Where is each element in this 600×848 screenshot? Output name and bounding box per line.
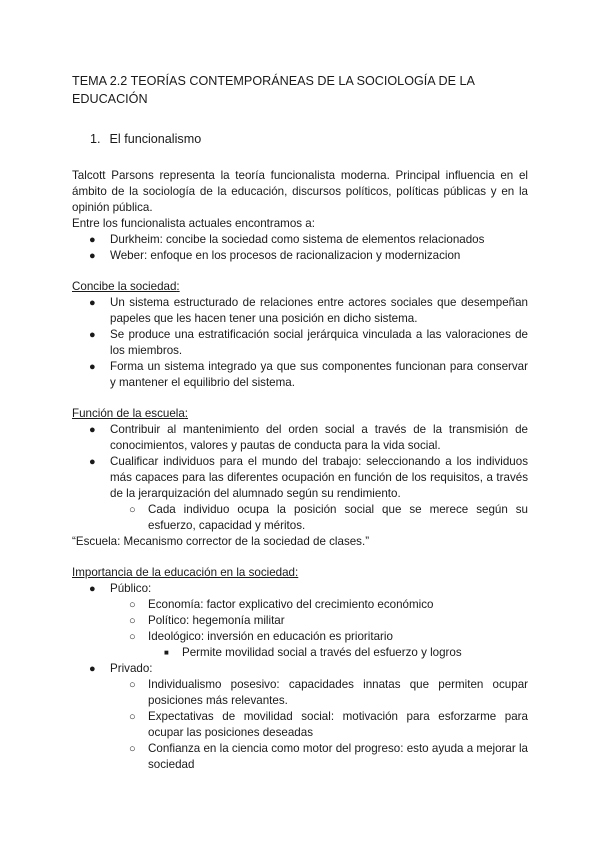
heading-number: 1. bbox=[90, 132, 101, 146]
section-title-text: Concibe la sociedad bbox=[72, 280, 177, 293]
list-item-text: Público: bbox=[110, 582, 152, 595]
school-list bbox=[72, 422, 528, 534]
bullet-icon: ● bbox=[89, 361, 96, 373]
bullet-icon: ● bbox=[89, 663, 96, 675]
list-item-text: Privado: bbox=[110, 662, 153, 675]
bullet-icon: ● bbox=[89, 583, 96, 595]
list-item bbox=[72, 661, 528, 677]
section-colon: : bbox=[295, 566, 299, 579]
list-item-text: Durkheim: concibe la sociedad como sistema de elementos relacionados bbox=[110, 233, 485, 246]
bullet-icon: ● bbox=[89, 234, 96, 246]
list-item bbox=[72, 359, 528, 391]
circle-bullet-icon: ○ bbox=[129, 599, 136, 611]
list-item bbox=[72, 629, 528, 645]
list-item-text: Se produce una estratificación social jerárquica vinculada a las valoraciones de los miembros. bbox=[110, 328, 528, 357]
list-item bbox=[72, 613, 528, 629]
circle-bullet-icon: ○ bbox=[129, 679, 136, 691]
list-item bbox=[72, 741, 528, 773]
intro-paragraph: Talcott Parsons representa la teoría funcionalista moderna. Principal influencia en el ámbito de la sociología de la educación, discursos políticos, políticas públicas y en la opinión pública. bbox=[72, 169, 528, 214]
list-item-text: Weber: enfoque en los procesos de racionalizacion y modernizacion bbox=[110, 249, 461, 262]
list-item-text: Cada individuo ocupa la posición social que se merece según su esfuerzo, capacidad y méritos. bbox=[148, 503, 528, 532]
heading-text: El funcionalismo bbox=[109, 132, 202, 146]
list-item bbox=[72, 422, 528, 454]
list-item bbox=[72, 454, 528, 502]
list-item bbox=[72, 597, 528, 613]
importance-list bbox=[72, 581, 528, 773]
list-item-text: Cualificar individuos para el mundo del trabajo: seleccionando a los individuos más capaces para las diferentes ocupación en función de los requisitos, a través de la jerarquización del alumnado según su rendimiento. bbox=[110, 455, 528, 500]
list-item-text: Político: hegemonía militar bbox=[148, 614, 285, 627]
intro-paragraph-2: Entre los funcionalista actuales encontramos a: bbox=[72, 217, 315, 230]
society-list bbox=[72, 295, 528, 391]
square-bullet-icon: ■ bbox=[164, 648, 169, 657]
list-item-text: Individualismo posesivo: capacidades innatas que permiten ocupar posiciones más relevantes. bbox=[148, 678, 528, 707]
circle-bullet-icon: ○ bbox=[129, 711, 136, 723]
list-item bbox=[72, 248, 528, 264]
list-item bbox=[72, 327, 528, 359]
circle-bullet-icon: ○ bbox=[129, 615, 136, 627]
section-title-school bbox=[72, 406, 528, 422]
section-colon: : bbox=[184, 407, 189, 420]
list-item-text: Economía: factor explicativo del crecimiento económico bbox=[148, 598, 434, 611]
section-title-society bbox=[72, 279, 528, 295]
list-item bbox=[72, 232, 528, 248]
bullet-icon: ● bbox=[89, 456, 96, 468]
bullet-icon: ● bbox=[89, 329, 96, 341]
section-title-text: Importancia de la educación en la sociedad bbox=[72, 566, 296, 579]
list-item-text: Un sistema estructurado de relaciones entre actores sociales que desempeñan papeles que les hacen tener una posición en dicho sistema. bbox=[110, 296, 528, 325]
list-item-text: Confianza en la ciencia como motor del progreso: esto ayuda a mejorar la sociedad bbox=[148, 742, 528, 771]
section-heading bbox=[90, 130, 528, 148]
list-item bbox=[72, 709, 528, 741]
list-item bbox=[72, 295, 528, 327]
school-quote: “Escuela: Mecanismo corrector de la sociedad de clases.” bbox=[72, 535, 370, 548]
section-title-text: Función de la escuela bbox=[72, 407, 185, 420]
authors-list bbox=[72, 232, 528, 264]
list-item-text: Expectativas de movilidad social: motivación para esforzarme para ocupar las posiciones deseadas bbox=[148, 710, 528, 739]
bullet-icon: ● bbox=[89, 297, 96, 309]
list-item-text: Permite movilidad social a través del esfuerzo y logros bbox=[182, 646, 462, 659]
list-item bbox=[72, 645, 528, 661]
list-item-text: Contribuir al mantenimiento del orden social a través de la transmisión de conocimientos, valores y pautas de conducta para la vida social. bbox=[110, 423, 528, 452]
list-item bbox=[72, 581, 528, 597]
circle-bullet-icon: ○ bbox=[129, 504, 136, 516]
circle-bullet-icon: ○ bbox=[129, 743, 136, 755]
list-item bbox=[72, 502, 528, 534]
section-colon: : bbox=[176, 280, 180, 293]
bullet-icon: ● bbox=[89, 250, 96, 262]
section-title-importance bbox=[72, 565, 528, 581]
circle-bullet-icon: ○ bbox=[129, 631, 136, 643]
document-title: TEMA 2.2 TEORÍAS CONTEMPORÁNEAS DE LA SOCIOLOGÍA DE LA EDUCACIÓN bbox=[72, 74, 475, 106]
bullet-icon: ● bbox=[89, 424, 96, 436]
list-item bbox=[72, 677, 528, 709]
list-item-text: Forma un sistema integrado ya que sus componentes funcionan para conservar y mantener el equilibrio del sistema. bbox=[110, 360, 528, 389]
list-item-text: Ideológico: inversión en educación es prioritario bbox=[148, 630, 393, 643]
